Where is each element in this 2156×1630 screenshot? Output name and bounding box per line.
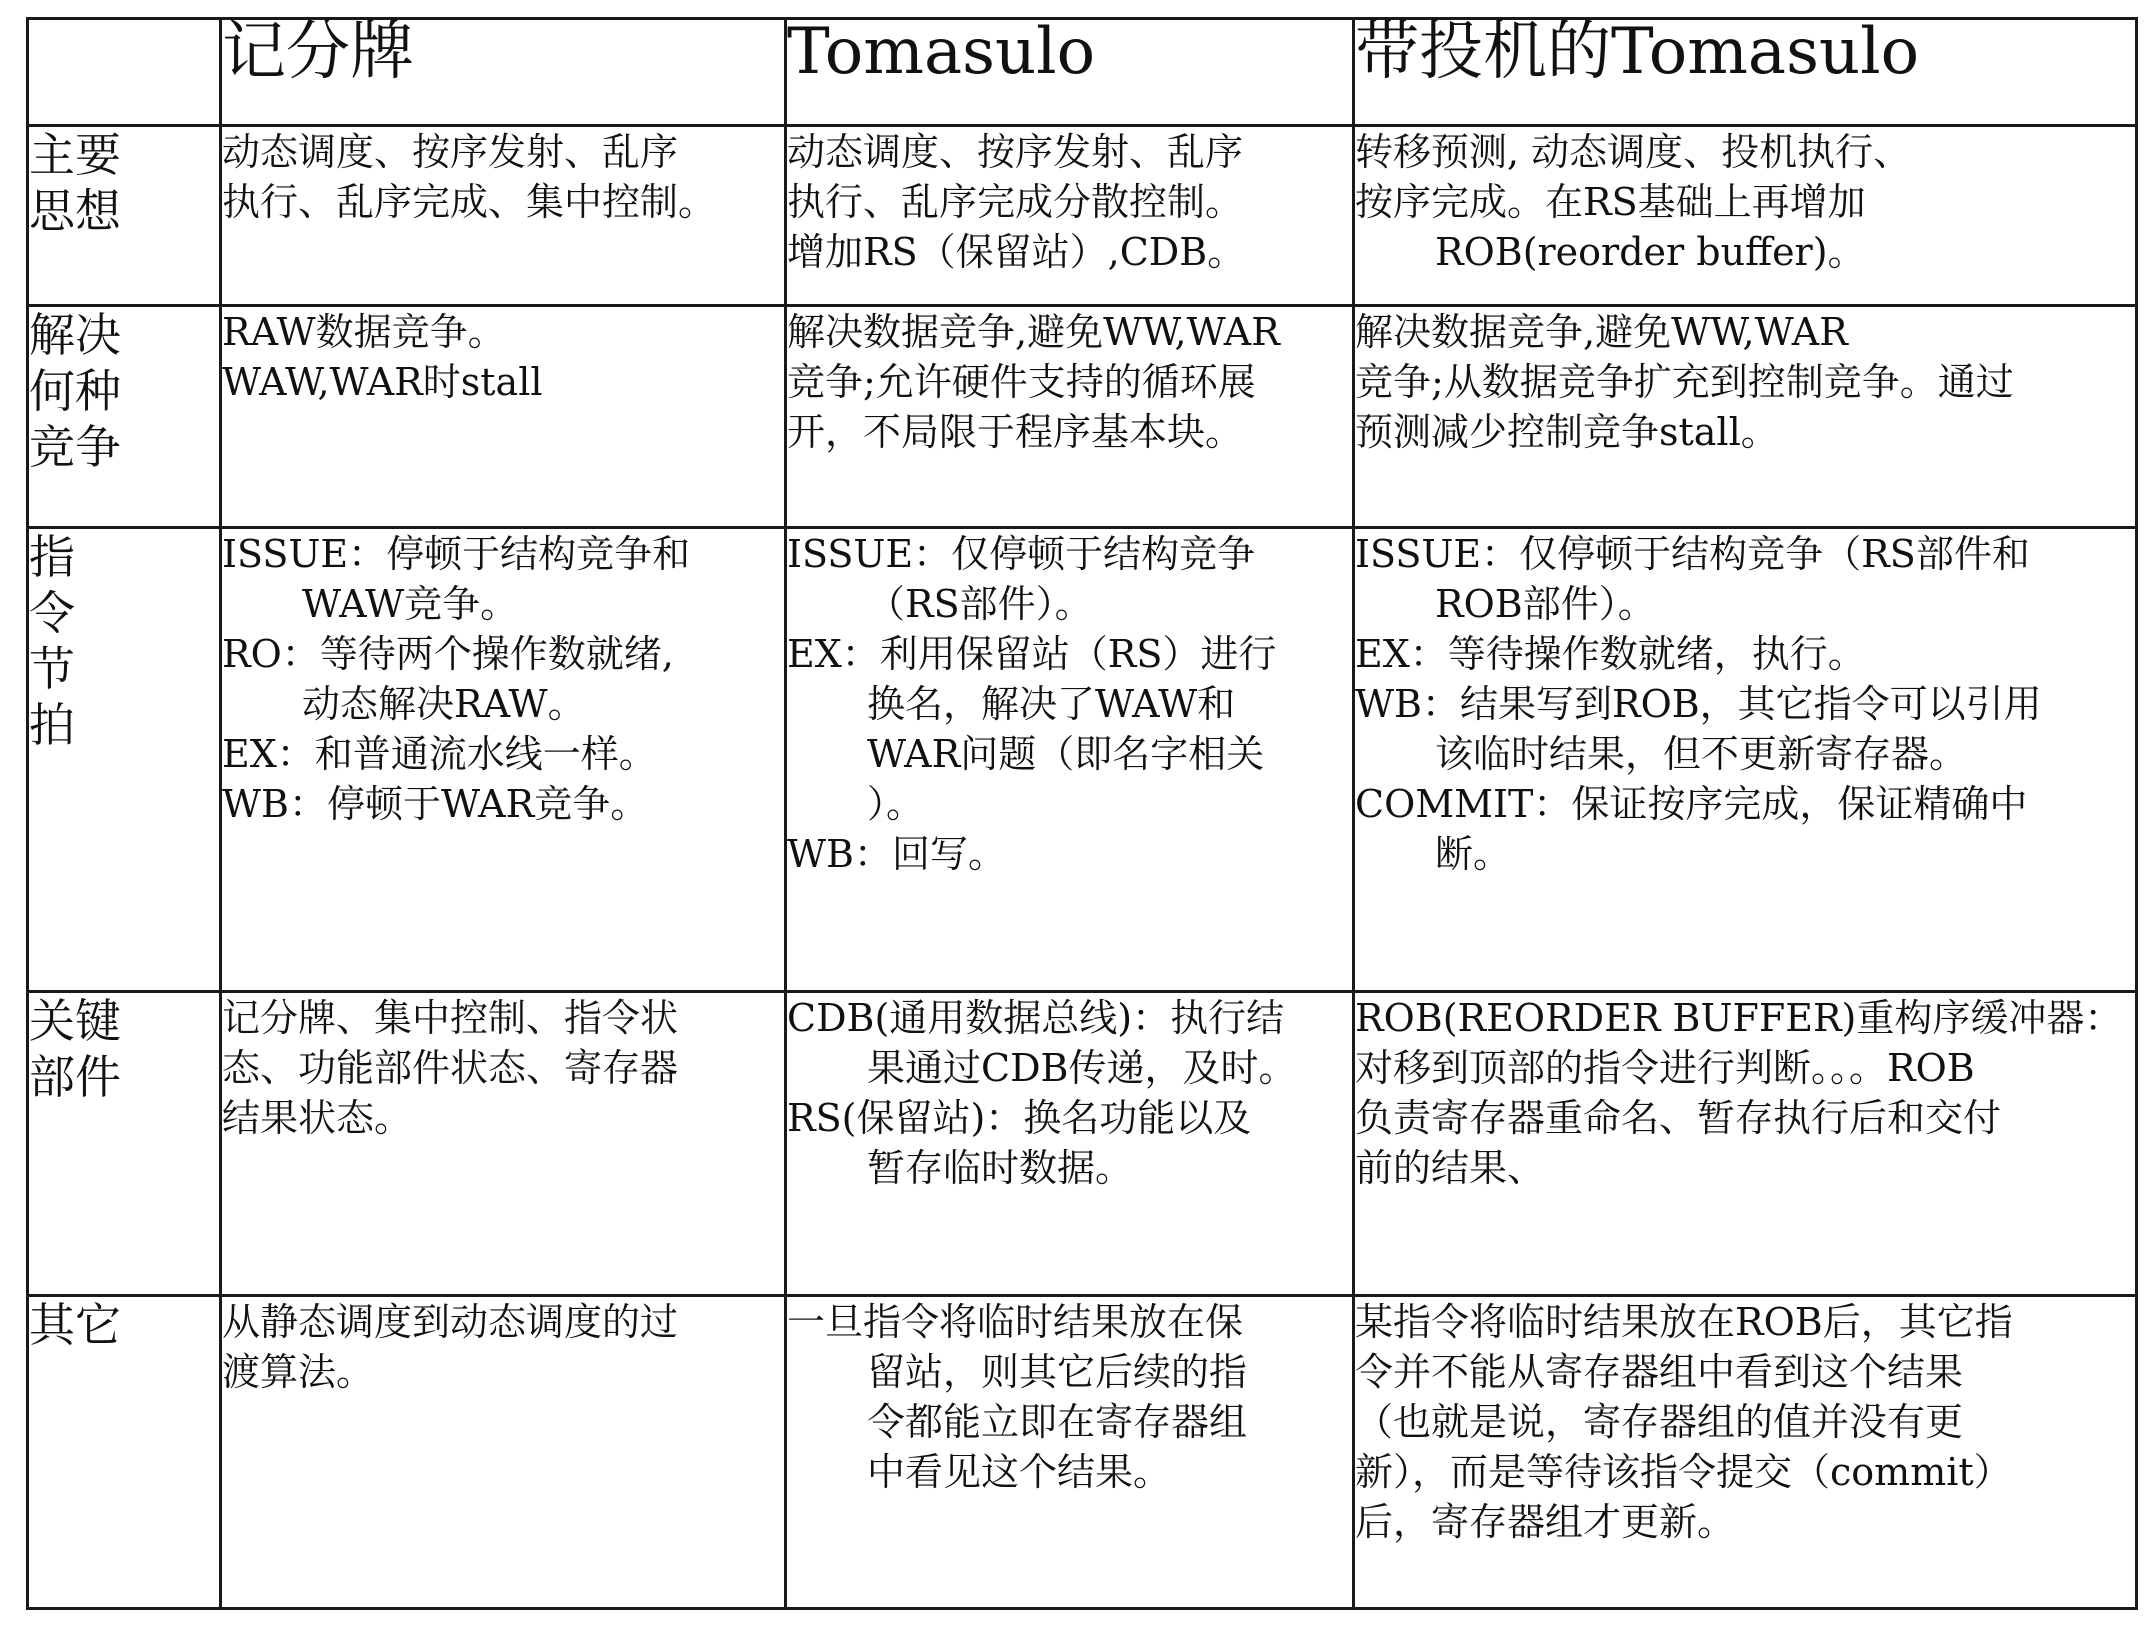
cell-text-line: ISSUE：停顿于结构竞争和 — [222, 532, 691, 576]
table-row-main-idea — [28, 126, 2137, 306]
cell-text-line: 负责寄存器重命名、暂存执行后和交付 — [1355, 1096, 2002, 1140]
row-header-line: 指 — [29, 530, 75, 584]
cell-text-line: 执行、乱序完成分散控制。 — [787, 180, 1244, 224]
cell-text-line: WB：回写。 — [787, 832, 1006, 876]
cell-text-line: 新），而是等待该指令提交（commit） — [1355, 1450, 2012, 1494]
cell-text-line: RAW数据竞争。 — [222, 310, 506, 354]
row-header-pipeline-stages — [28, 528, 221, 992]
table-row-key-components — [28, 992, 2137, 1296]
cell-text-line: RS(保留站)：换名功能以及 — [787, 1096, 1252, 1140]
row-header-line: 何种 — [29, 364, 121, 418]
cell-text-line: WAW竞争。 — [302, 582, 519, 626]
cell-key-components-scoreboard — [221, 992, 786, 1296]
cell-text-line: WB：停顿于WAR竞争。 — [222, 782, 649, 826]
cell-text-line: 果通过CDB传递，及时。 — [867, 1046, 1297, 1090]
cell-other-speculative-tomasulo — [1354, 1296, 2137, 1609]
cell-text-line: ROB(REORDER BUFFER)重构序缓冲器： — [1355, 996, 2123, 1040]
column-header-scoreboard: 记分牌 — [221, 19, 786, 126]
cell-text-line: 留站，则其它后续的指 — [867, 1350, 1248, 1394]
row-header-line: 主要 — [29, 128, 121, 182]
cell-text-line: 预测减少控制竞争stall。 — [1355, 410, 1779, 454]
cell-text-line: 竞争;允许硬件支持的循环展 — [787, 360, 1256, 404]
cell-other-scoreboard — [221, 1296, 786, 1609]
cell-text-line: COMMIT：保证按序完成，保证精确中 — [1355, 782, 2028, 826]
cell-text-line: EX：和普通流水线一样。 — [222, 732, 657, 776]
row-header-line: 竞争 — [29, 420, 121, 474]
cell-pipeline-stages-tomasulo — [786, 528, 1354, 992]
cell-text-line: 该临时结果，但不更新寄存器。 — [1435, 732, 1968, 776]
comparison-table — [26, 17, 2138, 1610]
cell-text-line: 记分牌、集中控制、指令状 — [222, 996, 679, 1040]
cell-text-line: 中看见这个结果。 — [867, 1450, 1172, 1494]
row-header-line: 解决 — [29, 308, 121, 362]
cell-text-line: 动态调度、按序发射、乱序 — [222, 130, 679, 174]
cell-text-line: 前的结果、 — [1355, 1146, 1546, 1190]
cell-text-line: 解决数据竞争,避免WW,WAR — [787, 310, 1280, 354]
row-header-line: 拍 — [29, 698, 75, 752]
cell-text-line: 断。 — [1435, 832, 1512, 876]
row-header-line: 令 — [29, 586, 75, 640]
row-header-other — [28, 1296, 221, 1609]
cell-text-line: 令都能立即在寄存器组 — [867, 1400, 1248, 1444]
cell-main-idea-speculative-tomasulo — [1354, 126, 2137, 306]
table-row-other — [28, 1296, 2137, 1609]
cell-main-idea-scoreboard — [221, 126, 786, 306]
cell-text-line: 换名，解决了WAW和 — [867, 682, 1236, 726]
cell-main-idea-tomasulo — [786, 126, 1354, 306]
cell-text-line: 动态解决RAW。 — [302, 682, 586, 726]
cell-text-line: 令并不能从寄存器组中看到这个结果 — [1355, 1350, 1964, 1394]
row-header-line: 节 — [29, 642, 75, 696]
row-header-line: 关键 — [29, 994, 121, 1048]
cell-text-line: ISSUE：仅停顿于结构竞争（RS部件和 — [1355, 532, 2030, 576]
cell-hazards-resolved-speculative-tomasulo — [1354, 306, 2137, 528]
cell-text-line: （也就是说，寄存器组的值并没有更 — [1355, 1400, 1964, 1444]
cell-text-line: ）。 — [867, 782, 925, 826]
cell-text-line: 某指令将临时结果放在ROB后，其它指 — [1355, 1300, 2013, 1344]
cell-hazards-resolved-scoreboard — [221, 306, 786, 528]
column-header-tomasulo: Tomasulo — [786, 19, 1354, 126]
cell-text-line: 后，寄存器组才更新。 — [1355, 1500, 1736, 1544]
cell-text-line: 从静态调度到动态调度的过 — [222, 1300, 679, 1344]
cell-text-line: 增加RS（保留站）,CDB。 — [787, 230, 1246, 274]
row-header-hazards-resolved — [28, 306, 221, 528]
cell-text-line: 态、功能部件状态、寄存器 — [222, 1046, 679, 1090]
cell-text-line: 解决数据竞争,避免WW,WAR — [1355, 310, 1848, 354]
cell-text-line: EX：等待操作数就绪，执行。 — [1355, 632, 1866, 676]
cell-key-components-tomasulo — [786, 992, 1354, 1296]
column-header-speculative-tomasulo: 带投机的Tomasulo — [1354, 19, 2137, 126]
cell-text-line: EX：利用保留站（RS）进行 — [787, 632, 1277, 676]
table-row-hazards-resolved — [28, 306, 2137, 528]
cell-pipeline-stages-scoreboard — [221, 528, 786, 992]
cell-text-line: 暂存临时数据。 — [867, 1146, 1134, 1190]
cell-text-line: ROB(reorder buffer)。 — [1435, 230, 1866, 274]
cell-text-line: 结果状态。 — [222, 1096, 413, 1140]
cell-text-line: ISSUE：仅停顿于结构竞争 — [787, 532, 1256, 576]
cell-key-components-speculative-tomasulo — [1354, 992, 2137, 1296]
row-header-line: 其它 — [29, 1298, 121, 1352]
row-header-main-idea — [28, 126, 221, 306]
cell-text-line: 动态调度、按序发射、乱序 — [787, 130, 1244, 174]
cell-text-line: （RS部件）。 — [867, 582, 1093, 626]
row-header-line: 部件 — [29, 1050, 121, 1104]
cell-text-line: 对移到顶部的指令进行判断。。。ROB — [1355, 1046, 1975, 1090]
table-row-pipeline-stages — [28, 528, 2137, 992]
cell-text-line: CDB(通用数据总线)：执行结 — [787, 996, 1285, 1040]
cell-text-line: 竞争;从数据竞争扩充到控制竞争。通过 — [1355, 360, 2014, 404]
cell-text-line: 开，不局限于程序基本块。 — [787, 410, 1244, 454]
cell-text-line: RO：等待两个操作数就绪, — [222, 632, 674, 676]
cell-text-line: ROB部件）。 — [1435, 582, 1656, 626]
cell-text-line: 一旦指令将临时结果放在保 — [787, 1300, 1244, 1344]
cell-text-line: 转移预测, 动态调度、投机执行、 — [1355, 130, 1912, 174]
corner-cell — [28, 19, 221, 126]
cell-text-line: WAR问题（即名字相关 — [867, 732, 1265, 776]
row-header-line: 思想 — [29, 184, 121, 238]
cell-other-tomasulo — [786, 1296, 1354, 1609]
header-row — [28, 19, 2137, 126]
cell-text-line: WB：结果写到ROB，其它指令可以引用 — [1355, 682, 2042, 726]
cell-text-line: WAW,WAR时stall — [222, 360, 543, 404]
cell-text-line: 执行、乱序完成、集中控制。 — [222, 180, 717, 224]
cell-pipeline-stages-speculative-tomasulo — [1354, 528, 2137, 992]
cell-text-line: 按序完成。在RS基础上再增加 — [1355, 180, 1866, 224]
cell-hazards-resolved-tomasulo — [786, 306, 1354, 528]
cell-text-line: 渡算法。 — [222, 1350, 375, 1394]
row-header-key-components — [28, 992, 221, 1296]
